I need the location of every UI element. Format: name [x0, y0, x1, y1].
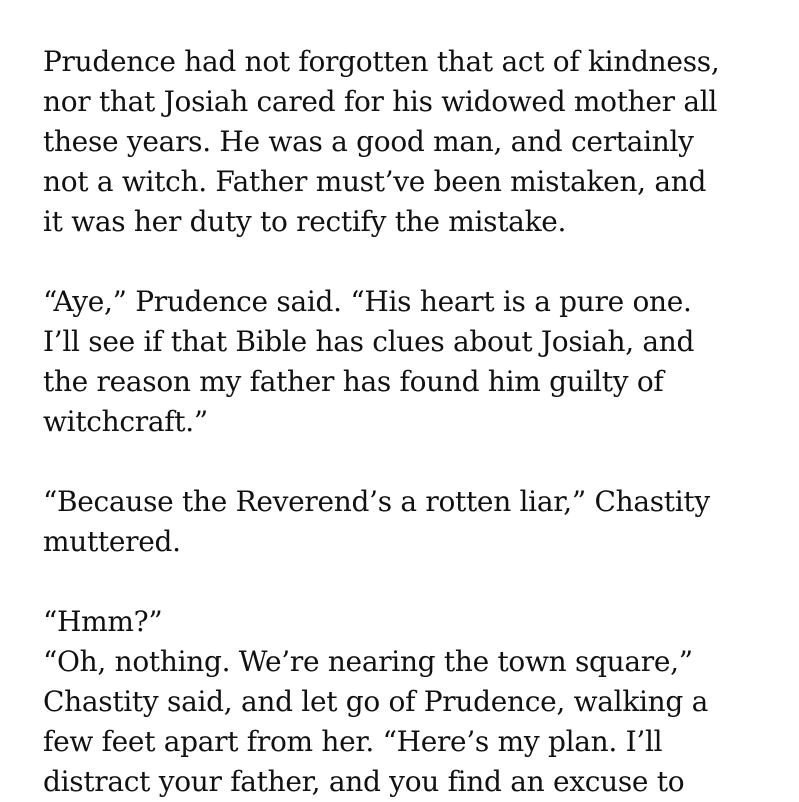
text-line: Prudence had not forgotten that act of kindness, [43, 45, 720, 78]
text-line: the reason my father has found him guilty of [43, 365, 664, 398]
text-line: “Because the Reverend’s a rotten liar,” Chastity [43, 485, 710, 518]
text-line: “Hmm?” [43, 605, 163, 638]
text-line: these years. He was a good man, and certainly [43, 125, 694, 158]
text-line: muttered. [43, 525, 181, 558]
paragraph-4 [43, 602, 773, 802]
paragraph-2 [43, 282, 773, 442]
text-line: not a witch. Father must’ve been mistaken, and [43, 165, 707, 198]
text-line: nor that Josiah cared for his widowed mother all [43, 85, 718, 118]
text-line: it was her duty to rectify the mistake. [43, 205, 567, 238]
paragraph-spacer [43, 442, 773, 482]
paragraph-spacer [43, 242, 773, 282]
text-line: “Aye,” Prudence said. “His heart is a pure one. [43, 285, 692, 318]
document-page [43, 42, 773, 802]
paragraph-1 [43, 42, 773, 242]
text-line: “Oh, nothing. We’re nearing the town square,” [43, 645, 693, 678]
paragraph-3 [43, 482, 773, 562]
text-line: I’ll see if that Bible has clues about Josiah, and [43, 325, 695, 358]
text-line: few feet apart from her. “Here’s my plan. I’ll [43, 725, 663, 758]
paragraph-spacer [43, 562, 773, 602]
text-line: witchcraft.” [43, 405, 208, 438]
text-line: Chastity said, and let go of Prudence, walking a [43, 685, 708, 718]
text-line: distract your father, and you find an excuse to [43, 765, 685, 798]
